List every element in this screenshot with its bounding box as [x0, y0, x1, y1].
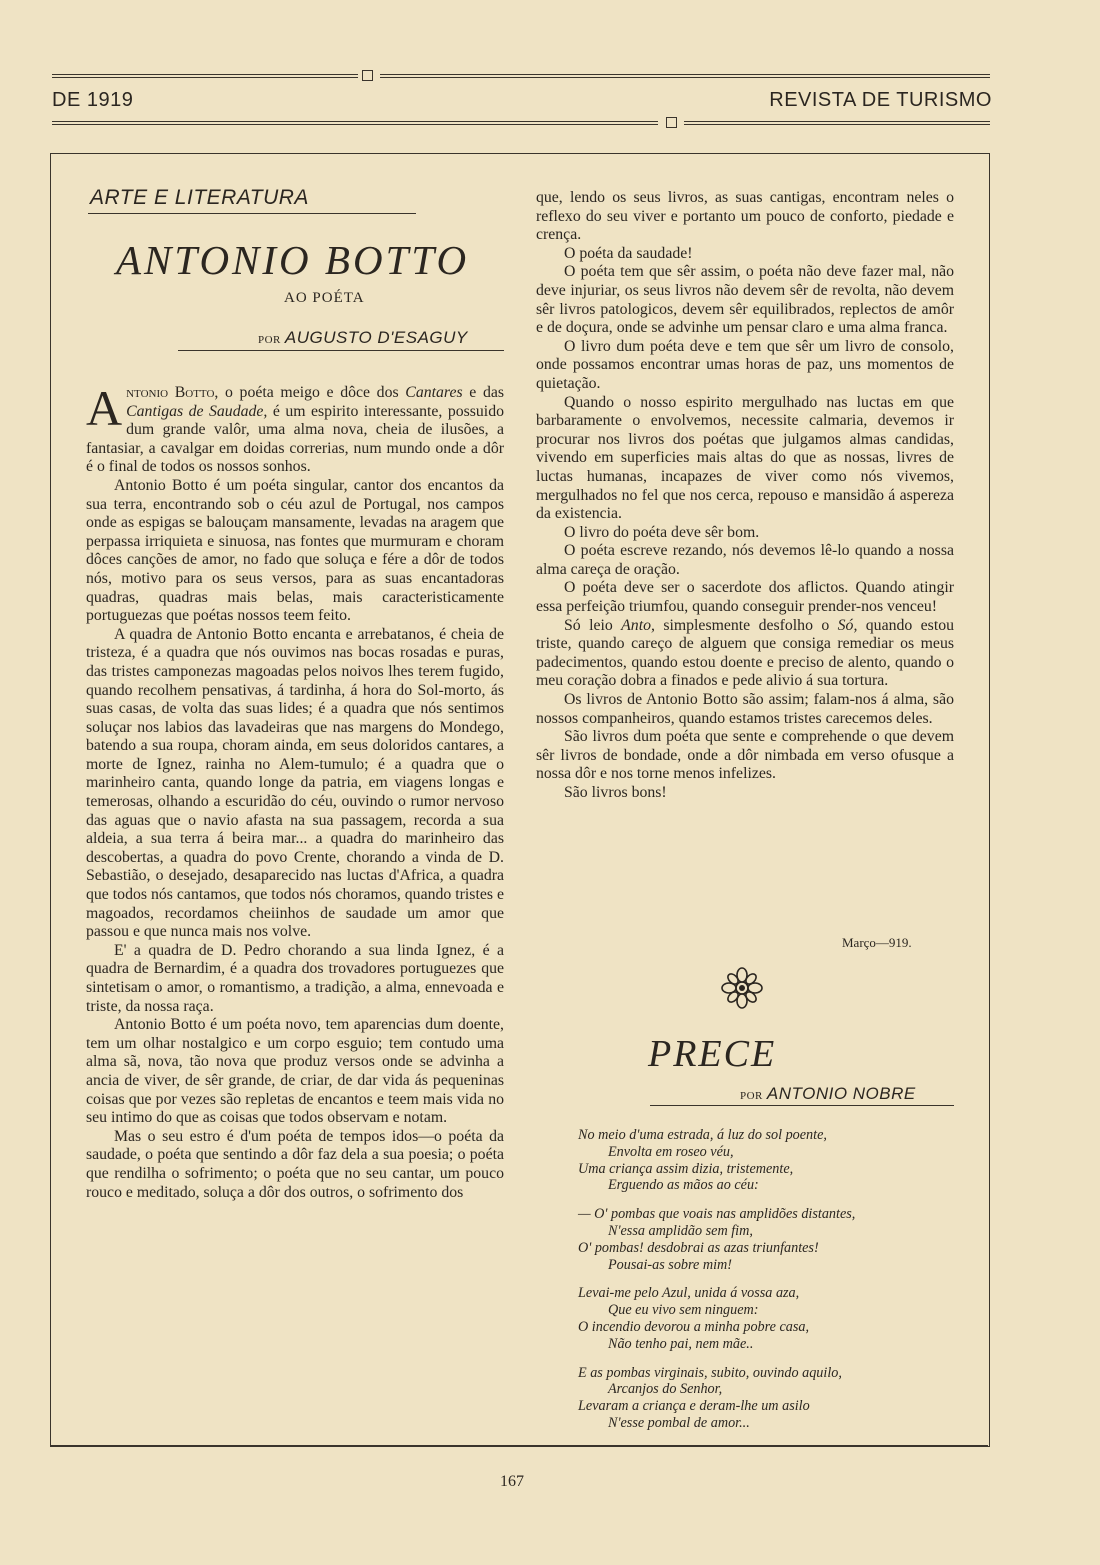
- header-date: DE 1919: [52, 89, 134, 111]
- poem-line: Pousai-as sobre mim!: [608, 1256, 733, 1273]
- page-number: 167: [500, 1473, 524, 1490]
- floral-ornament-icon: [718, 964, 766, 1012]
- poem-stanza: [578, 1127, 958, 1194]
- poem-line: Envolta em roseo véu,: [608, 1143, 734, 1160]
- header-rule-top-right-2: [380, 77, 990, 78]
- work-title: Anto,: [621, 616, 655, 634]
- poem-line: N'essa amplidão sem fim,: [608, 1222, 753, 1239]
- poem-line: — O' pombas que voais nas amplidões distantes,: [578, 1206, 856, 1223]
- poem-byline-underline: [650, 1105, 954, 1106]
- poem-author: ANTONIO NOBRE: [766, 1084, 916, 1103]
- article-paragraph: O livro dum poéta deve e tem que sêr um livro de consolo, onde possamos encontrar umas horas de paz, uns momentos de quietação.: [536, 337, 954, 392]
- poem-stanza: [578, 1206, 958, 1273]
- poem-line: Uma criança assim dizia, tristemente,: [578, 1160, 794, 1177]
- poem-body: [578, 1127, 958, 1444]
- poem-line: N'esse pombal de amor...: [608, 1414, 750, 1431]
- header-rule-top-left: [52, 74, 358, 75]
- header-rule-bottom-left: [52, 121, 658, 122]
- article-paragraph: Quando o nosso espirito mergulhado nas luctas em que barbaramente o envolvemos, necessite calmaria, devemos ir procurar nos livros dos poétas que julgamos almas candidas, vivendo em superficies mais altas do que as nossas, livres de luctas humanas, incapazes de viver como nós vivemos, mergulhados no fel que nos cerca, repouso e mansidão á aspereza da existencia.: [536, 393, 954, 523]
- section-underline: [88, 213, 416, 214]
- poem-line: E as pombas virginais, subito, ouvindo aquilo,: [578, 1364, 842, 1381]
- header-magazine-title: REVISTA DE TURISMO: [769, 89, 992, 111]
- poem-line: Arcanjos do Senhor,: [608, 1381, 723, 1398]
- header-rule-top-right: [380, 74, 990, 75]
- article-paragraph: O poéta escreve rezando, nós devemos lê-lo quando a nossa alma careça de oração.: [536, 542, 954, 578]
- frame-side-left: [50, 743, 51, 749]
- article-author: AUGUSTO D'ESAGUY: [284, 328, 468, 347]
- poem-title: PRECE: [648, 1033, 777, 1075]
- header-rule-bottom-right-2: [684, 124, 990, 125]
- article-paragraph: que, lendo os seus livros, as suas cantigas, encontram neles o reflexo do seu viver e portanto um pouco de conforto, piedade e crença.: [536, 189, 954, 244]
- poem-line: O' pombas! desdobrai as azas triunfantes!: [578, 1239, 819, 1256]
- drop-cap: A: [86, 380, 123, 436]
- article-byline: [258, 328, 468, 348]
- poem-byline: [740, 1084, 916, 1104]
- header-rule-bottom-right: [684, 121, 990, 122]
- article-column-right: [536, 189, 954, 803]
- content-frame-bottom: [50, 1445, 988, 1446]
- poem-stanza: [578, 1365, 958, 1432]
- poem-line: O incendio devorou a minha pobre casa,: [578, 1318, 810, 1335]
- ornament-square: [666, 117, 677, 128]
- article-paragraph: Antonio Botto é um poéta novo, tem aparencias dum doente, tem um olhar nostalgico e um corpo esguio; tem contudo uma alma sã, nova, tão nova que produz versos onde se advinha a ancia de viver, de sêr grande, de criar, de dar vida ás pequeninas coisas que por vezes são repletas de encantos e teem mais vida no seu intimo do que as coisas que todos observam e notam.: [86, 1016, 504, 1127]
- article-paragraph: São livros dum poéta que sente e comprehende o que devem sêr livros de bondade, onde a dôr nimbada em verso ofusque a nossa dôr e nos torne menos infelizes.: [536, 728, 954, 783]
- article-column-left: [86, 380, 504, 1202]
- poem-line: Não tenho pai, nem mãe..: [608, 1335, 754, 1352]
- article-paragraph: Os livros de Antonio Botto são assim; falam-nos á alma, são nossos companheiros, quando estamos tristes carecemos deles.: [536, 691, 954, 727]
- article-paragraph: Antonio Botto é um poéta singular, cantor dos encantos da sua terra, encontrando sob o céu azul de Portugal, nos campos onde as espigas se balouçam mansamente, levadas na aragem que perpassa irriquieta e sinuosa, nas fontes que murmuram e choram dôces canções de amor, no fado que soluça e fére a dôr de todos nós, motivo para os seus versos, para as suas encantadoras quadras, quadras mais belas, mais caracteristicamente portuguezas que poétas nossos teem feito.: [86, 476, 504, 625]
- article-paragraph: A quadra de Antonio Botto encanta e arrebatanos, é cheia de tristeza, é a quadra que nós ouvimos nas bocas rosadas e puras, das tristes camponezas magoadas pelos noivos lhes terem fugido, quando recolhem pensativas, á tardinha, á hora do Sol-morto, ás suas casas, de volta das suas lides; é a quadra que nós sentimos soluçar nos labios das lavadeiras que nas margens do Mondego, batendo a sua roupa, choram ainda, em seus doloridos cantares, a morte de Ignez, rainha no Alem-tumulo; é a quadra que o marinheiro canta, quando longe da patria, em viagens longas e temerosas, olhando a escuridão do céu, ouvindo o rumor nervoso das aguas que o navio afasta na sua passagem, recorda a sua aldeia, a sua terra á beira mar... a quadra do marinheiro das descobertas, a quadra do povo Crente, chorando a vinda de D. Sebastião, o desejado, desaparecido nas luctas d'Africa, a quadra que todos nós cantamos, que todos nós choramos, quando tristes e magoados, recordamos cheiinhos de saudade um amor que passou e que nunca mais nos volve.: [86, 625, 504, 941]
- poem-line: Erguendo as mãos ao céu:: [608, 1177, 759, 1194]
- article-paragraph: O poéta deve ser o sacerdote dos aflictos. Quando atingir essa perfeição triumfou, quando conseguir prender-nos venceu!: [536, 579, 954, 616]
- article-title: ANTONIO BOTTO: [116, 237, 470, 283]
- work-title: Só,: [837, 616, 858, 634]
- article-paragraph: O poéta da saudade!: [564, 244, 693, 262]
- byline-prefix: POR: [258, 334, 281, 346]
- poem-line: Levai-me pelo Azul, unida á vossa aza,: [578, 1285, 800, 1302]
- poem-stanza: [578, 1285, 958, 1352]
- article-paragraph: Mas o seu estro é d'um poéta de tempos idos—o poéta da saudade, o poéta que sentindo a dôr faz dela a sua poesia; o poéta que rendilha o sofrimento; o poéta que no seu cantar, um pouco rouco e meditado, soluça a dôr dos outros, o sofrimento dos: [86, 1127, 504, 1201]
- article-paragraph: E' a quadra de D. Pedro chorando a sua linda Ignez, é a quadra de Bernardim, é a quadra dos trovadores portuguezes que sintetisam o amor, o romantismo, a tradição, a alma, ennevoada e triste, da nossa raça.: [86, 941, 504, 1015]
- section-label: ARTE E LITERATURA: [90, 186, 309, 209]
- poem-line: No meio d'uma estrada, á luz do sol poente,: [578, 1127, 827, 1143]
- article-paragraph: Só leio Anto, simplesmente desfolho o Só, quando estou triste, quando careço de alguem que consiga remediar os meus padecimentos, quando estou doente e preciso de alento, quando o meu coração dobra a finados e pede alivio á sua tortura.: [536, 616, 955, 690]
- poem-line: Que eu vivo sem ninguem:: [608, 1302, 759, 1319]
- byline-underline: [178, 350, 504, 351]
- article-paragraph: Antonio Botto, o poéta meigo e dôce dos Cantares e das Cantigas de Saudade, é um espirito interessante, possuido dum grande valôr, uma alma nova, cheia de ilusões, a fantasiar, a cavalgar em doidas correrias, num mundo onde a dôr é o final de todos os nossos sonhos.: [86, 380, 504, 476]
- article-paragraph: O poéta tem que sêr assim, o poéta não deve fazer mal, não deve injuriar, os seus livros não devem sêr de revolta, não devem sêr livros patologicos, devem sêr equilibrados, replectos de amôr e de doçura, onde se advinhe um pensar claro e uma alma franca.: [536, 263, 954, 337]
- byline-prefix: POR: [740, 1090, 763, 1102]
- header-rule-bottom-left-2: [52, 124, 658, 125]
- work-title: Cantigas de Saudade,: [126, 402, 268, 420]
- article-paragraph: O livro do poéta deve sêr bom.: [564, 523, 760, 541]
- author-name-smallcaps: ntonio Botto,: [126, 384, 219, 401]
- header-rule-top-left-2: [52, 77, 358, 78]
- article-date: Março—919.: [842, 935, 912, 950]
- article-subtitle: AO POÉTA: [284, 290, 365, 306]
- work-title: Cantares: [405, 384, 463, 401]
- ornament-square: [362, 70, 373, 81]
- article-paragraph: São livros bons!: [564, 784, 667, 801]
- poem-line: Levaram a criança e deram-lhe um asilo: [578, 1398, 810, 1415]
